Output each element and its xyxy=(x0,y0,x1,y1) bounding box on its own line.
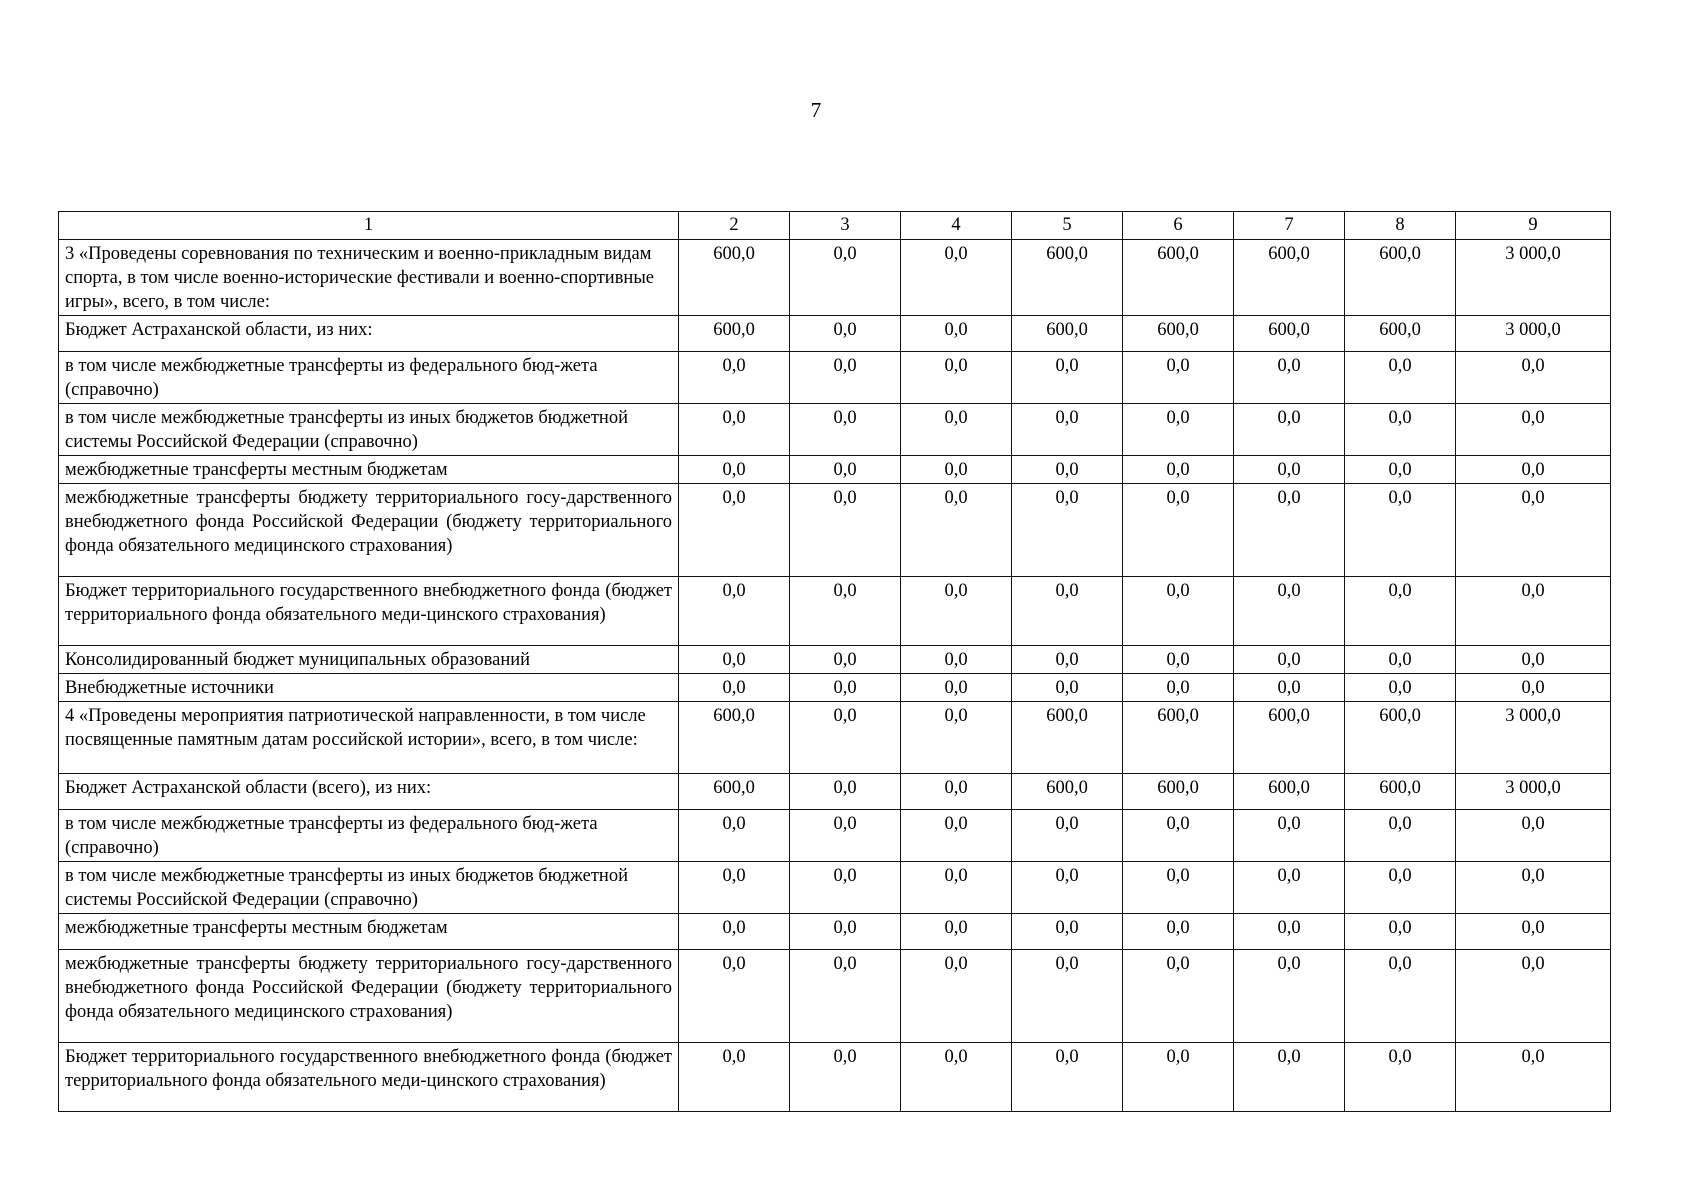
cell-value: 0,0 xyxy=(679,950,790,1043)
cell-value: 0,0 xyxy=(1012,914,1123,950)
column-header: 4 xyxy=(901,212,1012,240)
cell-value: 0,0 xyxy=(1012,862,1123,914)
row-label: 3 «Проведены соревнования по техническим и военно-прикладным видам спорта, в том числе военно-исторические фестивали и военно-спортивные игры», всего, в том числе: xyxy=(59,240,679,316)
row-label: межбюджетные трансферты бюджету территориального госу-дарственного внебюджетного фонда Российской Федерации (бюджету территориального фонда обязательного медицинского страхования) xyxy=(59,950,679,1043)
cell-value: 0,0 xyxy=(1123,810,1234,862)
cell-value: 600,0 xyxy=(1234,774,1345,810)
cell-value: 3 000,0 xyxy=(1456,316,1611,352)
cell-value: 0,0 xyxy=(1456,404,1611,456)
budget-table xyxy=(58,211,1611,1112)
cell-value: 0,0 xyxy=(1345,646,1456,674)
cell-value: 0,0 xyxy=(1234,950,1345,1043)
cell-value: 0,0 xyxy=(901,240,1012,316)
cell-value: 0,0 xyxy=(901,674,1012,702)
cell-value: 600,0 xyxy=(1012,774,1123,810)
cell-value: 0,0 xyxy=(679,862,790,914)
cell-value: 0,0 xyxy=(901,774,1012,810)
table-row xyxy=(59,810,1611,862)
cell-value: 0,0 xyxy=(1456,914,1611,950)
cell-value: 0,0 xyxy=(1012,456,1123,484)
cell-value: 0,0 xyxy=(1456,1043,1611,1112)
cell-value: 0,0 xyxy=(901,950,1012,1043)
cell-value: 0,0 xyxy=(1012,352,1123,404)
cell-value: 0,0 xyxy=(1234,484,1345,577)
cell-value: 0,0 xyxy=(1345,484,1456,577)
cell-value: 3 000,0 xyxy=(1456,702,1611,774)
cell-value: 0,0 xyxy=(790,484,901,577)
cell-value: 0,0 xyxy=(1456,484,1611,577)
cell-value: 0,0 xyxy=(790,352,901,404)
cell-value: 0,0 xyxy=(901,810,1012,862)
column-header: 6 xyxy=(1123,212,1234,240)
cell-value: 0,0 xyxy=(1456,577,1611,646)
cell-value: 0,0 xyxy=(1345,404,1456,456)
cell-value: 0,0 xyxy=(1012,1043,1123,1112)
cell-value: 0,0 xyxy=(679,484,790,577)
cell-value: 0,0 xyxy=(790,810,901,862)
table-row xyxy=(59,240,1611,316)
cell-value: 0,0 xyxy=(1123,456,1234,484)
table-row xyxy=(59,456,1611,484)
cell-value: 0,0 xyxy=(1012,674,1123,702)
table-row xyxy=(59,862,1611,914)
cell-value: 0,0 xyxy=(901,1043,1012,1112)
cell-value: 0,0 xyxy=(679,352,790,404)
cell-value: 0,0 xyxy=(901,404,1012,456)
cell-value: 0,0 xyxy=(901,352,1012,404)
table-row xyxy=(59,950,1611,1043)
cell-value: 0,0 xyxy=(1012,950,1123,1043)
cell-value: 0,0 xyxy=(790,862,901,914)
cell-value: 600,0 xyxy=(1345,240,1456,316)
cell-value: 0,0 xyxy=(1234,1043,1345,1112)
table-row xyxy=(59,1043,1611,1112)
cell-value: 0,0 xyxy=(901,646,1012,674)
cell-value: 600,0 xyxy=(1123,774,1234,810)
table-row xyxy=(59,646,1611,674)
cell-value: 600,0 xyxy=(679,316,790,352)
row-label: Бюджет территориального государственного внебюджетного фонда (бюджет территориального фонда обязательного меди-цинского страхования) xyxy=(59,1043,679,1112)
cell-value: 600,0 xyxy=(679,240,790,316)
cell-value: 0,0 xyxy=(679,456,790,484)
cell-value: 600,0 xyxy=(1123,316,1234,352)
cell-value: 0,0 xyxy=(1123,352,1234,404)
cell-value: 0,0 xyxy=(901,914,1012,950)
cell-value: 0,0 xyxy=(901,456,1012,484)
cell-value: 0,0 xyxy=(1234,456,1345,484)
column-header: 8 xyxy=(1345,212,1456,240)
cell-value: 0,0 xyxy=(679,1043,790,1112)
cell-value: 0,0 xyxy=(679,914,790,950)
table-row xyxy=(59,316,1611,352)
cell-value: 0,0 xyxy=(1345,914,1456,950)
cell-value: 0,0 xyxy=(1345,674,1456,702)
cell-value: 600,0 xyxy=(1123,702,1234,774)
cell-value: 0,0 xyxy=(790,646,901,674)
cell-value: 600,0 xyxy=(679,774,790,810)
table-row xyxy=(59,674,1611,702)
table-row xyxy=(59,404,1611,456)
cell-value: 0,0 xyxy=(1234,674,1345,702)
cell-value: 0,0 xyxy=(1234,577,1345,646)
row-label: межбюджетные трансферты местным бюджетам xyxy=(59,914,679,950)
cell-value: 600,0 xyxy=(1123,240,1234,316)
cell-value: 0,0 xyxy=(1012,646,1123,674)
cell-value: 0,0 xyxy=(679,674,790,702)
row-label: в том числе межбюджетные трансферты из федерального бюд-жета (справочно) xyxy=(59,810,679,862)
cell-value: 0,0 xyxy=(1123,484,1234,577)
cell-value: 0,0 xyxy=(1234,404,1345,456)
table-row xyxy=(59,914,1611,950)
cell-value: 0,0 xyxy=(1456,456,1611,484)
cell-value: 0,0 xyxy=(1456,950,1611,1043)
cell-value: 0,0 xyxy=(790,404,901,456)
cell-value: 0,0 xyxy=(1345,862,1456,914)
cell-value: 0,0 xyxy=(1012,810,1123,862)
table-row xyxy=(59,702,1611,774)
cell-value: 0,0 xyxy=(790,914,901,950)
cell-value: 0,0 xyxy=(1456,646,1611,674)
cell-value: 0,0 xyxy=(1123,1043,1234,1112)
cell-value: 0,0 xyxy=(1345,810,1456,862)
row-label: в том числе межбюджетные трансферты из иных бюджетов бюджетной системы Российской Федерации (справочно) xyxy=(59,404,679,456)
column-header: 9 xyxy=(1456,212,1611,240)
table-header-row xyxy=(59,212,1611,240)
cell-value: 600,0 xyxy=(1345,702,1456,774)
column-header: 7 xyxy=(1234,212,1345,240)
cell-value: 0,0 xyxy=(1345,577,1456,646)
row-label: Бюджет территориального государственного внебюджетного фонда (бюджет территориального фонда обязательного меди-цинского страхования) xyxy=(59,577,679,646)
cell-value: 0,0 xyxy=(790,702,901,774)
cell-value: 0,0 xyxy=(1234,810,1345,862)
row-label: Внебюджетные источники xyxy=(59,674,679,702)
cell-value: 0,0 xyxy=(679,404,790,456)
cell-value: 0,0 xyxy=(1234,862,1345,914)
cell-value: 600,0 xyxy=(679,702,790,774)
cell-value: 0,0 xyxy=(1456,352,1611,404)
cell-value: 600,0 xyxy=(1012,702,1123,774)
cell-value: 0,0 xyxy=(1123,404,1234,456)
cell-value: 600,0 xyxy=(1234,702,1345,774)
cell-value: 0,0 xyxy=(1234,352,1345,404)
cell-value: 0,0 xyxy=(790,774,901,810)
table-row xyxy=(59,352,1611,404)
cell-value: 0,0 xyxy=(901,316,1012,352)
cell-value: 0,0 xyxy=(790,950,901,1043)
row-label: в том числе межбюджетные трансферты из иных бюджетов бюджетной системы Российской Федерации (справочно) xyxy=(59,862,679,914)
cell-value: 0,0 xyxy=(1456,862,1611,914)
cell-value: 0,0 xyxy=(1123,577,1234,646)
cell-value: 0,0 xyxy=(901,484,1012,577)
cell-value: 600,0 xyxy=(1345,316,1456,352)
cell-value: 0,0 xyxy=(1123,862,1234,914)
cell-value: 3 000,0 xyxy=(1456,240,1611,316)
cell-value: 0,0 xyxy=(1456,674,1611,702)
cell-value: 0,0 xyxy=(790,240,901,316)
cell-value: 600,0 xyxy=(1012,316,1123,352)
table-body xyxy=(59,240,1611,1112)
cell-value: 600,0 xyxy=(1012,240,1123,316)
row-label: межбюджетные трансферты бюджету территориального госу-дарственного внебюджетного фонда Российской Федерации (бюджету территориального фонда обязательного медицинского страхования) xyxy=(59,484,679,577)
row-label: Бюджет Астраханской области, из них: xyxy=(59,316,679,352)
cell-value: 0,0 xyxy=(679,577,790,646)
cell-value: 0,0 xyxy=(1012,404,1123,456)
cell-value: 0,0 xyxy=(1012,577,1123,646)
table-row xyxy=(59,774,1611,810)
cell-value: 0,0 xyxy=(1456,810,1611,862)
cell-value: 0,0 xyxy=(1123,646,1234,674)
cell-value: 0,0 xyxy=(1012,484,1123,577)
row-label: межбюджетные трансферты местным бюджетам xyxy=(59,456,679,484)
row-label: 4 «Проведены мероприятия патриотической направленности, в том числе посвященные памятным датам российской истории», всего, в том числе: xyxy=(59,702,679,774)
cell-value: 0,0 xyxy=(1345,456,1456,484)
cell-value: 0,0 xyxy=(679,646,790,674)
cell-value: 0,0 xyxy=(790,316,901,352)
cell-value: 0,0 xyxy=(1345,1043,1456,1112)
row-label: Консолидированный бюджет муниципальных образований xyxy=(59,646,679,674)
column-header: 3 xyxy=(790,212,901,240)
cell-value: 3 000,0 xyxy=(1456,774,1611,810)
column-header: 5 xyxy=(1012,212,1123,240)
cell-value: 0,0 xyxy=(790,1043,901,1112)
cell-value: 0,0 xyxy=(901,577,1012,646)
cell-value: 600,0 xyxy=(1234,316,1345,352)
cell-value: 0,0 xyxy=(901,862,1012,914)
cell-value: 0,0 xyxy=(679,810,790,862)
cell-value: 0,0 xyxy=(790,456,901,484)
cell-value: 600,0 xyxy=(1345,774,1456,810)
cell-value: 0,0 xyxy=(1123,950,1234,1043)
cell-value: 0,0 xyxy=(1123,674,1234,702)
cell-value: 0,0 xyxy=(790,674,901,702)
cell-value: 600,0 xyxy=(1234,240,1345,316)
cell-value: 0,0 xyxy=(901,702,1012,774)
cell-value: 0,0 xyxy=(1234,646,1345,674)
cell-value: 0,0 xyxy=(1345,950,1456,1043)
table-row xyxy=(59,484,1611,577)
cell-value: 0,0 xyxy=(790,577,901,646)
column-header: 1 xyxy=(59,212,679,240)
row-label: Бюджет Астраханской области (всего), из них: xyxy=(59,774,679,810)
column-header: 2 xyxy=(679,212,790,240)
cell-value: 0,0 xyxy=(1123,914,1234,950)
cell-value: 0,0 xyxy=(1345,352,1456,404)
table-row xyxy=(59,577,1611,646)
cell-value: 0,0 xyxy=(1234,914,1345,950)
row-label: в том числе межбюджетные трансферты из федерального бюд-жета (справочно) xyxy=(59,352,679,404)
page-number: 7 xyxy=(810,98,822,122)
